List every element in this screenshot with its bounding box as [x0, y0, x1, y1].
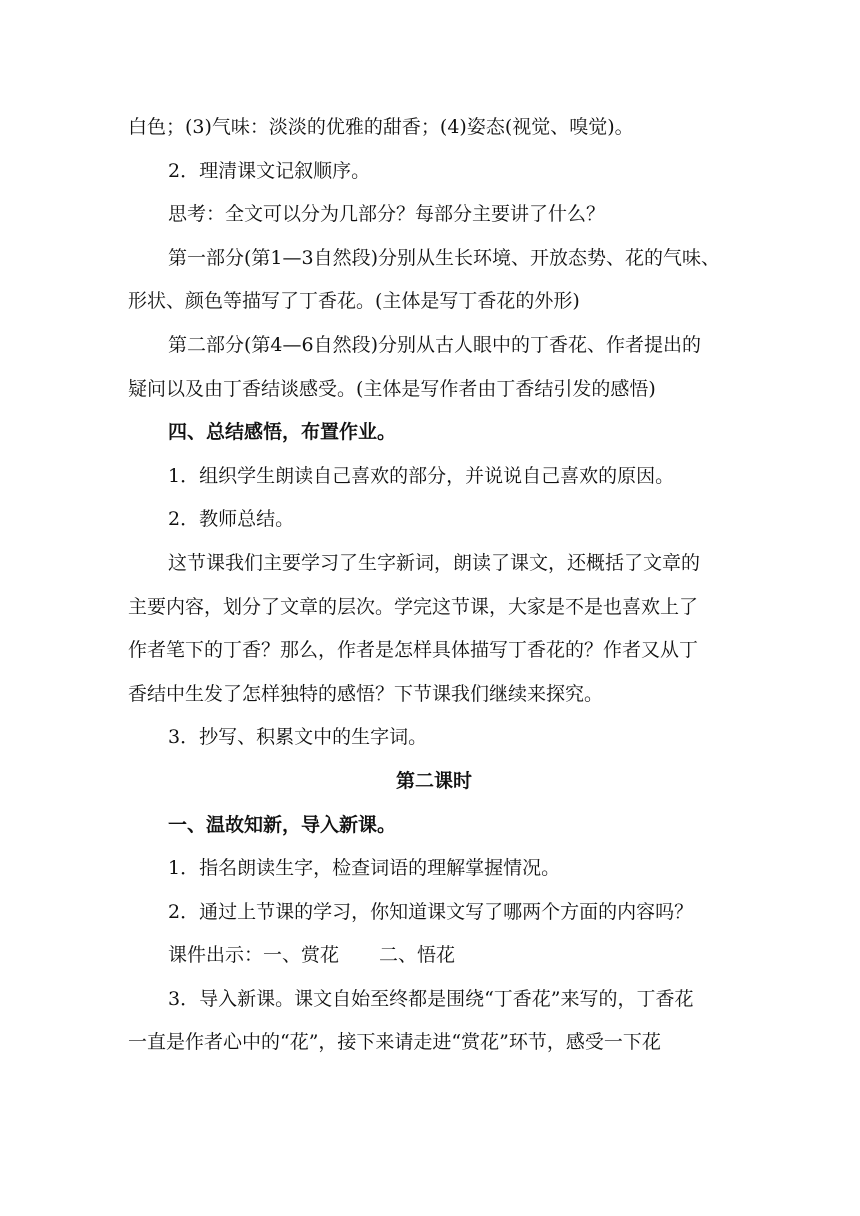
- paragraph-line: 2．理清课文记叙顺序。: [168, 159, 371, 182]
- paragraph-line: 第二部分(第4—6自然段)分别从古人眼中的丁香花、作者提出的: [168, 333, 702, 356]
- section-heading: 一、温故知新，导入新课。: [168, 813, 397, 836]
- paragraph-line: 主要内容，划分了文章的层次。学完这节课，大家是不是也喜欢上了: [128, 595, 699, 618]
- paragraph-line: 香结中生发了怎样独特的感悟？下节课我们继续来探究。: [128, 682, 604, 705]
- paragraph-line: 3．导入新课。课文自始至终都是围绕“丁香花”来写的，丁香花: [168, 987, 694, 1010]
- paragraph-line: 3．抄写、积累文中的生字词。: [168, 726, 428, 749]
- paragraph-line: 形状、颜色等描写了丁香花。(主体是写丁香花的外形): [128, 290, 580, 313]
- section-heading: 四、总结感悟，布置作业。: [168, 421, 397, 444]
- paragraph-line: 2．教师总结。: [168, 508, 295, 531]
- paragraph-line: 思考：全文可以分为几部分？每部分主要讲了什么？: [168, 203, 606, 226]
- lesson-title: 第二课时: [395, 769, 472, 792]
- paragraph-line: 疑问以及由丁香结谈感受。(主体是写作者由丁香结引发的感悟): [128, 377, 656, 400]
- paragraph-line: 这节课我们主要学习了生字新词，朗读了课文，还概括了文章的: [168, 551, 701, 574]
- paragraph-line: 白色；(3)气味：淡淡的优雅的甜香；(4)姿态(视觉、嗅觉)。: [128, 116, 634, 138]
- paragraph-line: 1．指名朗读生字，检查词语的理解掌握情况。: [168, 857, 561, 880]
- paragraph-line: 1．组织学生朗读自己喜欢的部分，并说说自己喜欢的原因。: [168, 464, 675, 487]
- paragraph-line: 第一部分(第1—3自然段)分别从生长环境、开放态势、花的气味、: [168, 246, 721, 269]
- courseware-item-2: 二、悟花: [379, 944, 456, 967]
- paragraph-line: 2．通过上节课的学习，你知道课文写了哪两个方面的内容吗？: [168, 900, 694, 923]
- courseware-line: [128, 934, 740, 978]
- paragraph-line: 作者笔下的丁香？那么，作者是怎样具体描写丁香花的？作者又从丁: [128, 639, 699, 662]
- document-body: [128, 106, 740, 1065]
- paragraph-line: 一直是作者心中的“花”，接下来请走进“赏花”环节，感受一下花: [128, 1031, 661, 1054]
- courseware-item-1: 课件出示：一、赏花: [168, 944, 340, 967]
